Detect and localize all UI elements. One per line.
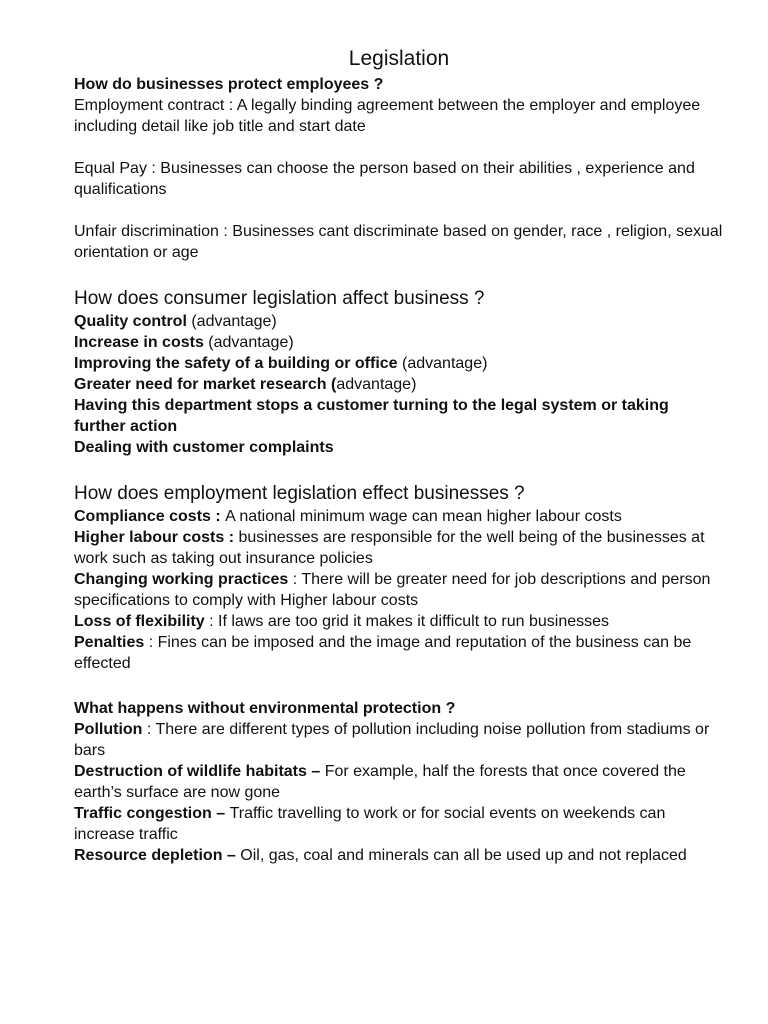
section-consumer-legislation <box>74 287 724 458</box>
list-item <box>74 632 724 674</box>
item-term: Destruction of wildlife habitats – <box>74 763 325 780</box>
item-term: Compliance costs : <box>74 508 226 525</box>
list-item <box>74 527 724 569</box>
section-environmental-protection <box>74 698 724 866</box>
item-term: Loss of flexibility <box>74 613 205 630</box>
definition: Businesses cant discriminate based on gender, race , religion, sexual orientation or age <box>74 223 723 261</box>
list-item <box>74 506 724 527</box>
definition: Businesses can choose the person based on their abilities , experience and qualifications <box>74 160 695 198</box>
list-item <box>74 353 724 374</box>
document-page <box>74 44 724 866</box>
item-text: : Fines can be imposed and the image and reputation of the business can be effected <box>74 634 692 672</box>
list-item <box>74 611 724 632</box>
section-heading: How does employment legislation effect businesses ? <box>74 483 525 504</box>
item-text: businesses are responsible for the well being of the businesses at work such as taking out insurance policies <box>74 529 705 567</box>
item-term: Quality control <box>74 313 187 330</box>
section-heading: What happens without environmental protection ? <box>74 700 456 717</box>
item-text: Oil, gas, coal and minerals can all be used up and not replaced <box>240 847 687 864</box>
section-employment-legislation <box>74 482 724 674</box>
item-text: For example, half the forests that once covered the earth’s surface are now gone <box>74 763 686 801</box>
item-term: Having this department stops a customer turning to the legal system or taking further action <box>74 397 669 435</box>
item-note: (advantage) <box>203 334 294 351</box>
item-term: Traffic congestion – <box>74 805 230 822</box>
section-protect-employees <box>74 74 724 263</box>
section-heading: How does consumer legislation affect business ? <box>74 288 485 309</box>
item-text: A national minimum wage can mean higher labour costs <box>225 508 622 525</box>
paragraph-equal-pay <box>74 158 724 200</box>
item-note: (advantage) <box>397 355 488 372</box>
list-item <box>74 761 724 803</box>
item-term: Higher labour costs : <box>74 529 239 546</box>
item-text: : There will be greater need for job descriptions and person specifications to comply with Higher labour costs <box>74 571 711 609</box>
list-item <box>74 569 724 611</box>
list-item <box>74 332 724 353</box>
item-term: Improving the safety of a building or office <box>74 355 398 372</box>
paragraph-employment-contract <box>74 95 724 137</box>
item-term: Changing working practices <box>74 571 289 588</box>
definition: A legally binding agreement between the employer and employee including detail like job title and start date <box>74 97 701 135</box>
list-item <box>74 395 724 437</box>
item-text: Traffic travelling to work or for social events on weekends can increase traffic <box>74 805 666 843</box>
item-term: Greater need for market research ( <box>74 376 337 393</box>
item-term: Penalties <box>74 634 145 651</box>
item-note: advantage) <box>336 376 417 393</box>
term: Equal Pay <box>74 160 147 177</box>
list-item <box>74 845 724 866</box>
list-item <box>74 374 724 395</box>
section-heading: How do businesses protect employees ? <box>74 76 384 93</box>
item-term: Dealing with customer complaints <box>74 439 334 456</box>
term: Employment contract <box>74 97 225 114</box>
item-term: Resource depletion – <box>74 847 241 864</box>
separator: : <box>224 97 237 114</box>
list-item <box>74 437 724 458</box>
item-text: : There are different types of pollution including noise pollution from stadiums or bars <box>74 721 710 759</box>
list-item <box>74 719 724 761</box>
item-text: : If laws are too grid it makes it difficult to run businesses <box>204 613 610 630</box>
item-term: Increase in costs <box>74 334 204 351</box>
separator: : <box>218 223 233 240</box>
item-term: Pollution <box>74 721 143 738</box>
list-item <box>74 803 724 845</box>
list-item <box>74 311 724 332</box>
separator: : <box>146 160 161 177</box>
term: Unfair discrimination <box>74 223 219 240</box>
page-title: Legislation <box>348 47 450 70</box>
item-note: (advantage) <box>186 313 277 330</box>
paragraph-unfair-discrimination <box>74 221 724 263</box>
